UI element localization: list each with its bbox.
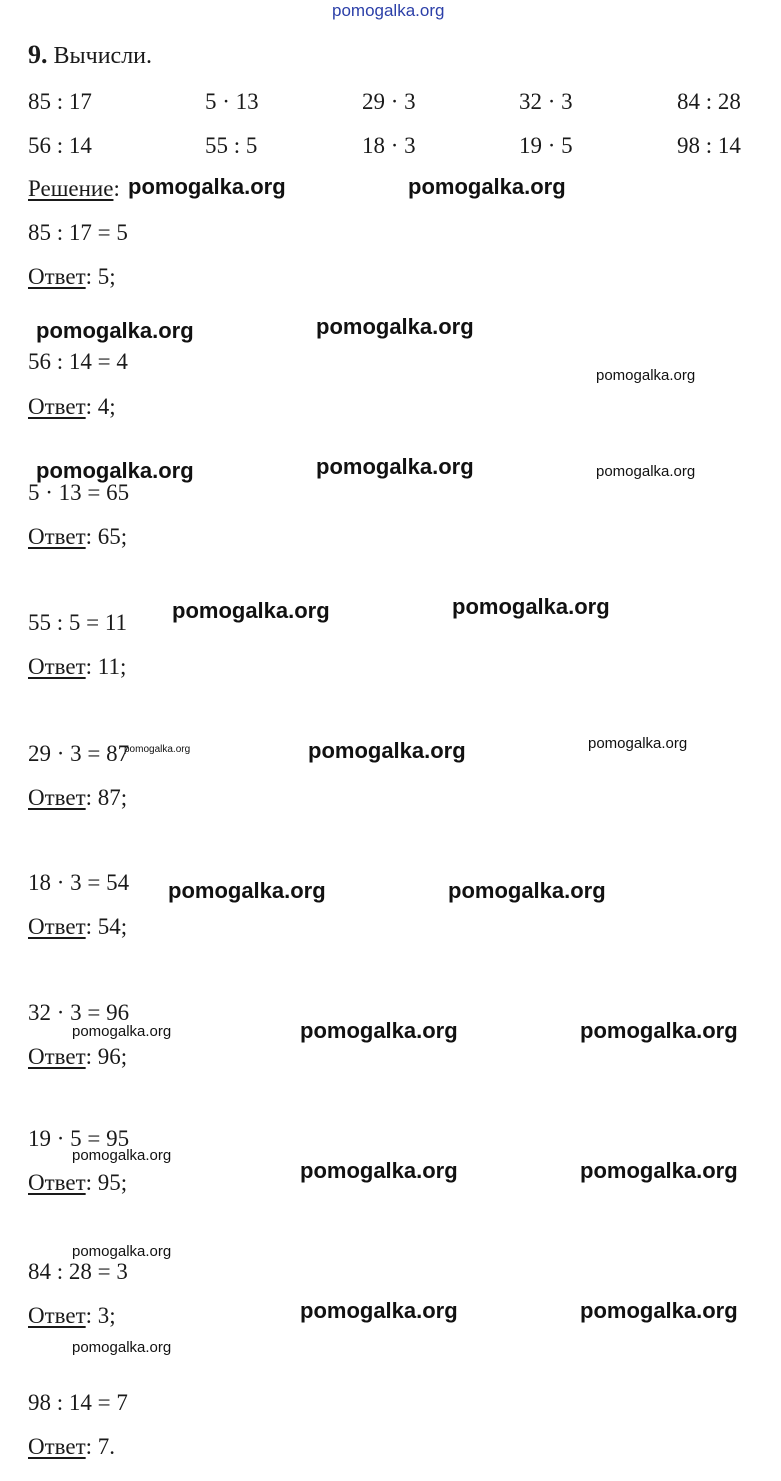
solution-equation: 19 · 5 = 95 xyxy=(28,1126,130,1151)
expression-item: 18 · 3 xyxy=(362,133,416,158)
answer-line: Ответ: 4; xyxy=(28,394,116,419)
watermark: pomogalka.org xyxy=(316,454,474,479)
watermark: pomogalka.org xyxy=(72,1243,172,1260)
watermark: pomogalka.org xyxy=(124,744,191,755)
answer-line: Ответ: 11; xyxy=(28,654,127,679)
solution-equation: 18 · 3 = 54 xyxy=(28,870,130,895)
watermark: pomogalka.org xyxy=(408,174,566,199)
task-number: 9. xyxy=(28,40,48,69)
watermark: pomogalka.org xyxy=(448,878,606,903)
solution-equation: 56 : 14 = 4 xyxy=(28,349,128,374)
task-instruction: Вычисли. xyxy=(53,43,153,69)
watermark: pomogalka.org xyxy=(580,1018,738,1043)
watermark: pomogalka.org xyxy=(36,318,194,343)
answer-line: Ответ: 87; xyxy=(28,785,128,810)
watermark: pomogalka.org xyxy=(128,174,286,199)
watermark: pomogalka.org xyxy=(580,1298,738,1323)
answer-line: Ответ: 95; xyxy=(28,1170,128,1195)
solution-equation: 29 · 3 = 87 xyxy=(28,741,130,766)
watermark: pomogalka.org xyxy=(308,738,466,763)
watermark: pomogalka.org xyxy=(72,1023,172,1040)
watermark: pomogalka.org xyxy=(596,367,696,384)
watermark: pomogalka.org xyxy=(316,314,474,339)
solution-label: Решение: xyxy=(28,176,120,201)
expression-item: 98 : 14 xyxy=(677,133,741,158)
answer-line: Ответ: 3; xyxy=(28,1303,116,1328)
watermark: pomogalka.org xyxy=(36,458,194,483)
expression-item: 55 : 5 xyxy=(205,133,258,158)
watermark: pomogalka.org xyxy=(300,1158,458,1183)
answer-line: Ответ: 96; xyxy=(28,1044,128,1069)
watermark: pomogalka.org xyxy=(588,735,688,752)
solution-equation: 85 : 17 = 5 xyxy=(28,220,128,245)
task-title xyxy=(28,40,152,70)
solution-equation: 5 · 13 = 65 xyxy=(28,480,130,505)
expression-item: 5 · 13 xyxy=(205,89,259,114)
watermark: pomogalka.org xyxy=(596,463,696,480)
watermark: pomogalka.org xyxy=(72,1147,172,1164)
answer-line: Ответ: 65; xyxy=(28,524,128,549)
watermark: pomogalka.org xyxy=(72,1339,172,1356)
expression-item: 85 : 17 xyxy=(28,89,92,114)
site-link[interactable]: pomogalka.org xyxy=(332,1,445,20)
expression-item: 84 : 28 xyxy=(677,89,741,114)
watermark: pomogalka.org xyxy=(172,598,330,623)
solution-equation: 84 : 28 = 3 xyxy=(28,1259,128,1284)
solution-equation: 55 : 5 = 11 xyxy=(28,610,128,635)
answer-line: Ответ: 54; xyxy=(28,914,128,939)
watermark: pomogalka.org xyxy=(580,1158,738,1183)
watermark: pomogalka.org xyxy=(300,1018,458,1043)
expression-item: 56 : 14 xyxy=(28,133,92,158)
expression-item: 29 · 3 xyxy=(362,89,416,114)
watermark: pomogalka.org xyxy=(300,1298,458,1323)
watermark: pomogalka.org xyxy=(452,594,610,619)
solution-equation: 98 : 14 = 7 xyxy=(28,1390,128,1415)
expression-item: 32 · 3 xyxy=(519,89,573,114)
answer-line: Ответ: 7. xyxy=(28,1434,116,1459)
watermark: pomogalka.org xyxy=(168,878,326,903)
answer-line: Ответ: 5; xyxy=(28,264,116,289)
expression-item: 19 · 5 xyxy=(519,133,573,158)
solution-equation: 32 · 3 = 96 xyxy=(28,1000,130,1025)
